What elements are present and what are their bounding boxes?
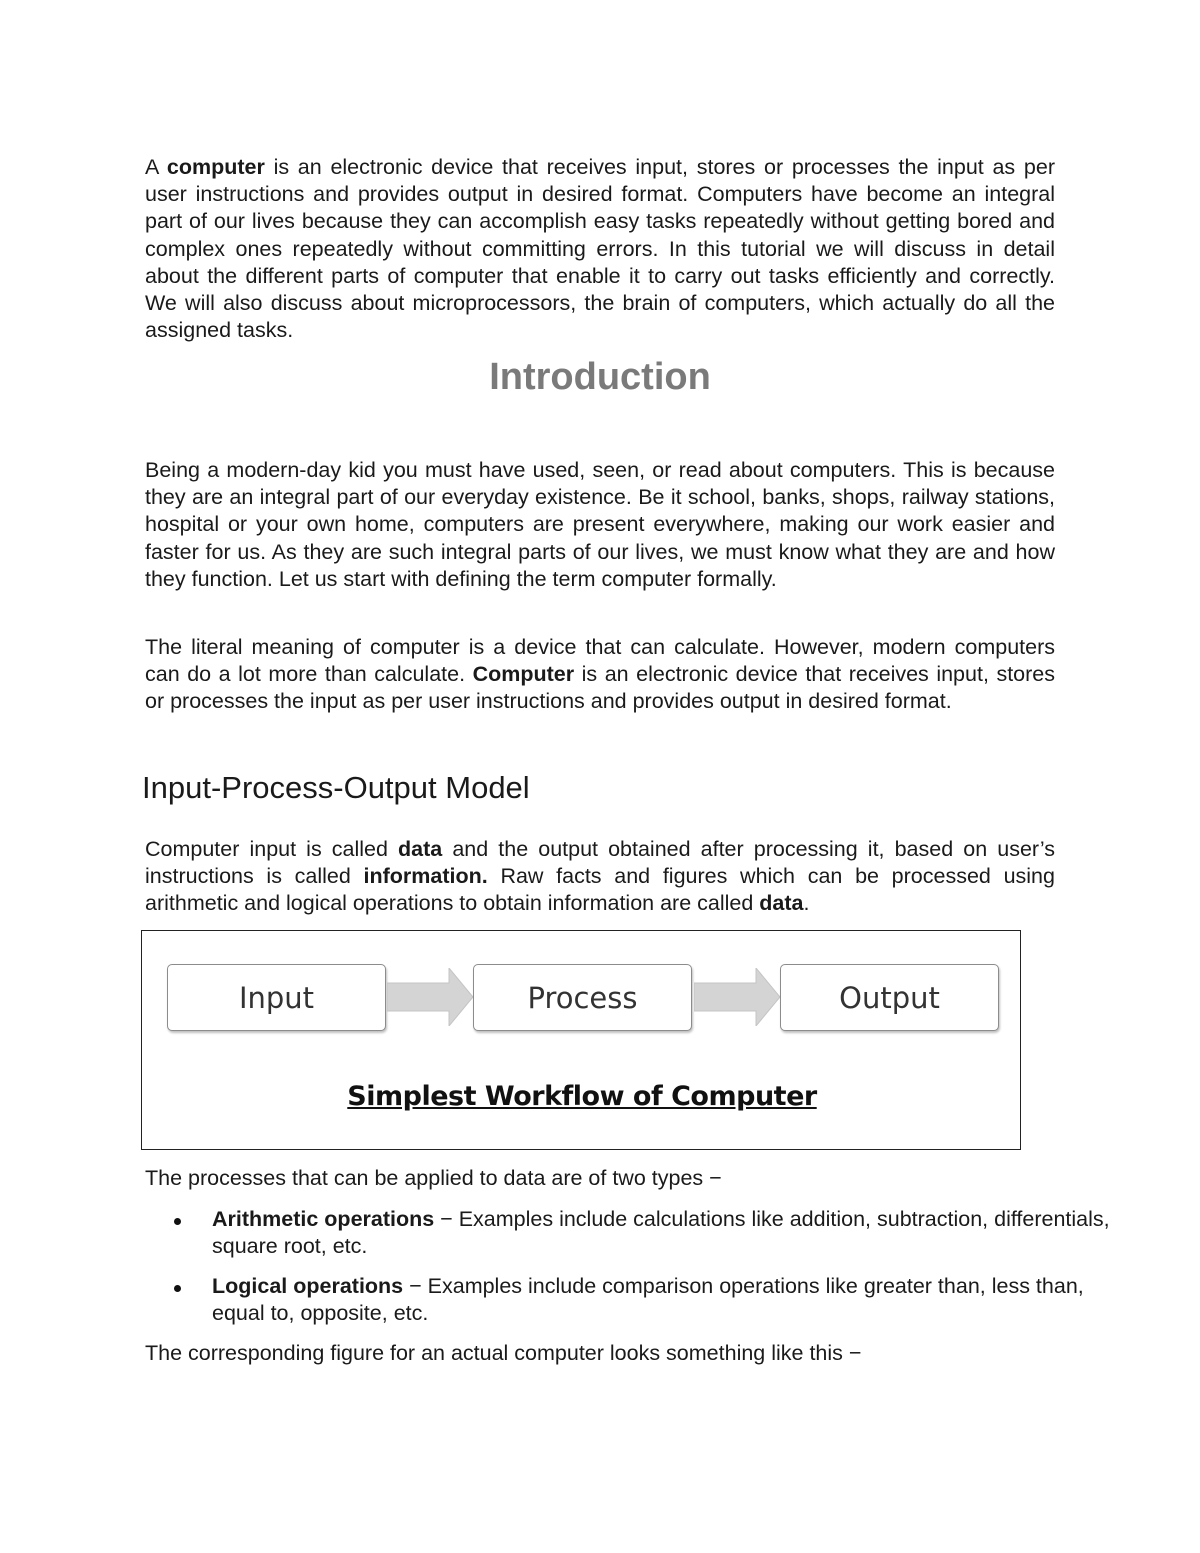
paragraph-4-bold-3: data — [759, 891, 804, 916]
paragraph-6: The corresponding figure for an actual computer looks something like this − — [145, 1341, 862, 1365]
list-item-bold: Arithmetic operations — [212, 1207, 435, 1231]
paragraph-3 — [145, 634, 1055, 716]
input-box: Input — [167, 964, 386, 1031]
process-box: Process — [473, 964, 692, 1031]
paragraph-4-text-2: and the output obtained after processing it, based on user’s instructions is called — [145, 837, 1055, 889]
bullet-icon — [174, 1218, 181, 1225]
paragraph-3-pre: The literal meaning of computer is a device that can calculate. However, modern computers can do a lot more than calculate. — [145, 635, 1055, 687]
intro-paragraph — [145, 154, 1055, 344]
intro-bold-term: computer — [166, 155, 265, 179]
figure-caption: Simplest Workflow of Computer — [347, 1081, 817, 1112]
right-arrow-icon — [387, 968, 473, 1026]
workflow-figure — [141, 930, 1021, 1150]
list-item-text: − Examples include calculations like addition, subtraction, differentials, square root, etc. — [212, 1207, 1110, 1259]
paragraph-4 — [145, 836, 1055, 918]
intro-post: is an electronic device that receives input, stores or processes the input as per user instructions and provides output in desired format. Computers have become an integral part of our lives because they can accomplish easy tasks repeatedly without getting bored and complex ones repeatedly without committing errors. In this tutorial we will discuss in detail about the different parts of computer that enable it to carry out tasks efficiently and correctly. We will also discuss about microprocessors, the brain of computers, which actually do all the assigned tasks. — [145, 155, 1055, 343]
bullet-icon — [174, 1285, 181, 1292]
list-item-text: − Examples include comparison operations like greater than, less than, equal to, opposite, etc. — [212, 1274, 1084, 1326]
paragraph-2: Being a modern-day kid you must have used, seen, or read about computers. This is because they are an integral part of our everyday existence. Be it school, banks, shops, railway stations, hospital or your own home, computers are present everywhere, making our work easier and faster for us. As they are such integral parts of our lives, we must know what they are and how they function. Let us start with defining the term computer formally. — [145, 458, 1055, 591]
output-box: Output — [780, 964, 999, 1031]
introduction-heading: Introduction — [489, 356, 711, 398]
paragraph-4-text-1: Computer input is called — [145, 837, 399, 861]
paragraph-5: The processes that can be applied to data are of two types − — [145, 1166, 722, 1190]
list-item — [145, 1206, 1127, 1260]
intro-pre: A — [145, 155, 167, 179]
paragraph-3-bold-term: Computer — [472, 662, 575, 687]
paragraph-4-text-3: Raw facts and figures which can be processed using arithmetic and logical operations to obtain information are called — [145, 864, 1055, 916]
paragraph-4-bold-1: data — [398, 837, 443, 861]
list-item-bold: Logical operations — [212, 1274, 404, 1298]
ipo-model-heading: Input-Process-Output Model — [142, 770, 530, 805]
paragraph-3-post: is an electronic device that receives input, stores or processes the input as per user instructions and provides output in desired format. — [145, 662, 1055, 714]
paragraph-4-text-4: . — [803, 891, 810, 916]
paragraph-4-bold-2: information. — [363, 864, 488, 889]
list-item — [145, 1273, 1127, 1327]
right-arrow-icon — [694, 968, 780, 1026]
